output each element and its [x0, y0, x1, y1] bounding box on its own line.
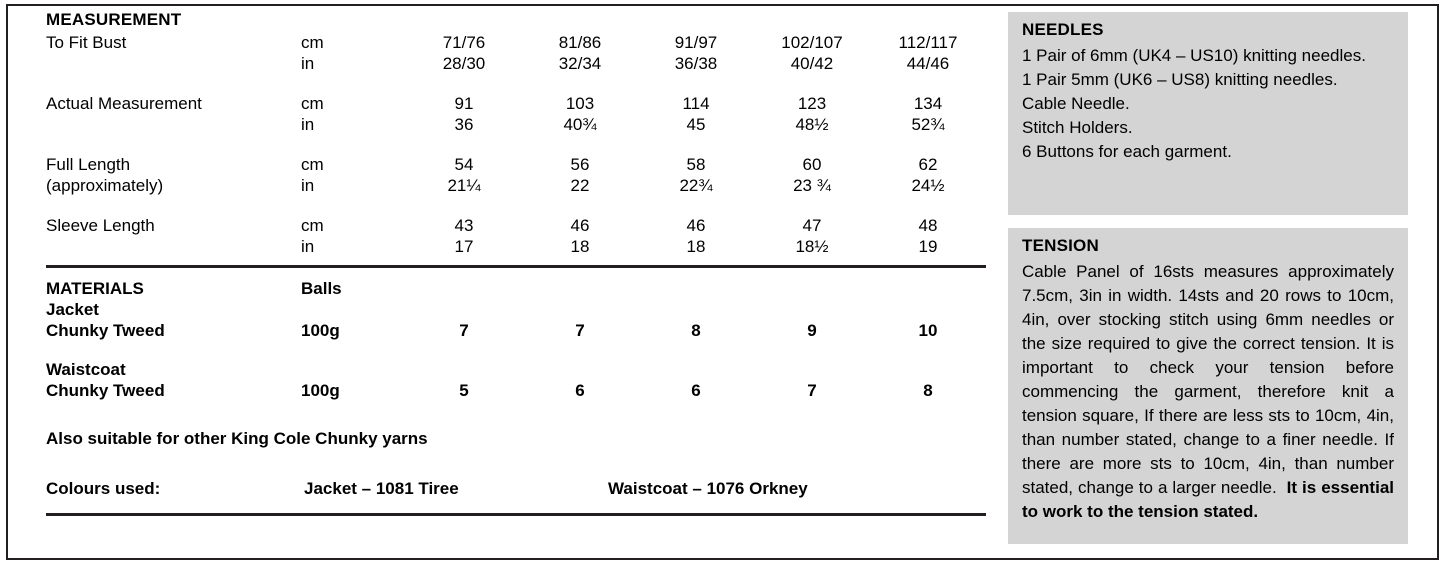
cell-size-2: 22 [570, 176, 590, 195]
tension-emphasis: It is essential to work to the tension stated. [1022, 478, 1394, 521]
row-spacer [46, 341, 986, 359]
cell-size-4: 60 [802, 155, 822, 174]
row-label-secondary [46, 114, 301, 135]
cell-size-3: 114 [682, 94, 710, 113]
table-row [46, 215, 986, 236]
cell-size-2: 6 [575, 381, 585, 400]
cell-empty [754, 278, 870, 299]
colours-used-label: Colours used: [46, 479, 161, 498]
garment-waistcoat-label: Waistcoat [46, 360, 126, 379]
cell-empty [638, 299, 754, 320]
row-unit-cm: cm [301, 94, 324, 113]
row-unit-cm: cm [301, 216, 324, 235]
cell-size-5: 62 [918, 155, 938, 174]
cell-size-3: 18 [686, 237, 706, 256]
needles-line-1: 1 Pair of 6mm (UK4 – US10) knitting needles. [1022, 46, 1366, 65]
cell-empty [870, 299, 986, 320]
needles-title: NEEDLES [1022, 20, 1104, 39]
cell-size-2: 40¾ [563, 115, 597, 134]
tension-title: TENSION [1022, 236, 1099, 255]
table-row [46, 93, 986, 114]
table-row [46, 53, 986, 74]
cell-size-4: 40/42 [790, 54, 834, 73]
cell-empty [522, 299, 638, 320]
cell-empty [406, 359, 522, 380]
row-unit-cm: cm [301, 155, 324, 174]
table-row [46, 236, 986, 257]
bottom-divider [46, 513, 986, 516]
cell-size-3: 6 [691, 381, 701, 400]
cell-empty [406, 278, 522, 299]
cell-size-3: 91/97 [674, 33, 718, 52]
cell-size-1: 71/76 [442, 33, 486, 52]
cell-size-5: 48 [918, 216, 938, 235]
cell-size-4: 102/107 [781, 33, 843, 52]
table-row [46, 175, 986, 196]
table-row [46, 380, 986, 401]
cell-size-5: 52¾ [911, 115, 945, 134]
garment-jacket-label: Jacket [46, 300, 99, 319]
measurement-and-materials-section [46, 10, 986, 516]
colours-used-row [46, 479, 986, 503]
cell-size-5: 112/117 [898, 33, 958, 52]
cell-size-4: 9 [807, 321, 817, 340]
section-divider [46, 265, 986, 268]
cell-size-3: 46 [686, 216, 706, 235]
row-label-secondary: (approximately) [46, 176, 164, 195]
cell-empty [522, 359, 638, 380]
tension-text: Cable Panel of 16sts measures approximately 7.5cm, 3in in width. 14sts and 20 rows to 10cm, 4in, over stocking stitch using 6mm needles or the size required to give the correct tension. It is important to check your tension before commencing the garment, therefore knit a tension square, If there are less sts to 10cm, 4in, than number stated, change to a finer needle. If there are more sts to 10cm, 4in, than number stated, change to a larger needle. [1022, 262, 1394, 497]
row-label: To Fit Bust [46, 33, 127, 52]
row-spacer [46, 135, 986, 154]
row-label-secondary [46, 53, 301, 74]
cell-size-1: 17 [454, 237, 474, 256]
table-row [46, 278, 986, 299]
table-row [46, 320, 986, 341]
cell-size-1: 36 [454, 115, 474, 134]
cell-empty [638, 359, 754, 380]
row-unit-in: in [301, 176, 315, 195]
row-unit-in: in [301, 54, 315, 73]
row-unit-cm: cm [301, 33, 324, 52]
cell-size-1: 7 [459, 321, 469, 340]
cell-size-5: 134 [913, 94, 943, 113]
row-label: Sleeve Length [46, 216, 155, 235]
cell-size-5: 10 [918, 321, 938, 340]
yarn-name: Chunky Tweed [46, 381, 165, 400]
cell-size-1: 21¼ [447, 176, 481, 195]
balls-header: Balls [301, 279, 342, 298]
cell-size-3: 45 [686, 115, 706, 134]
table-row [46, 299, 986, 320]
table-row [46, 154, 986, 175]
cell-empty [301, 299, 406, 320]
cell-size-2: 103 [565, 94, 595, 113]
cell-empty [870, 278, 986, 299]
yarn-substitution-note: Also suitable for other King Cole Chunky yarns [46, 429, 428, 448]
cell-empty [638, 278, 754, 299]
cell-size-3: 36/38 [674, 54, 718, 73]
table-row [46, 114, 986, 135]
needles-panel [1008, 12, 1408, 215]
ball-weight: 100g [301, 321, 340, 340]
cell-size-2: 46 [570, 216, 590, 235]
cell-size-1: 5 [459, 381, 469, 400]
cell-size-1: 54 [454, 155, 474, 174]
cell-size-2: 18 [570, 237, 590, 256]
tension-panel [1008, 228, 1408, 544]
cell-empty [522, 278, 638, 299]
row-spacer [46, 74, 986, 93]
cell-size-3: 58 [686, 155, 706, 174]
cell-size-3: 22¾ [679, 176, 713, 195]
table-row [46, 359, 986, 380]
ball-weight: 100g [301, 381, 340, 400]
cell-size-1: 28/30 [442, 54, 486, 73]
cell-empty [301, 359, 406, 380]
measurement-title: MEASUREMENT [46, 10, 182, 29]
materials-title: MATERIALS [46, 279, 144, 298]
cell-size-2: 32/34 [558, 54, 602, 73]
cell-size-2: 81/86 [558, 33, 602, 52]
cell-size-3: 8 [691, 321, 701, 340]
cell-size-4: 123 [797, 94, 827, 113]
yarn-name: Chunky Tweed [46, 321, 165, 340]
needles-line-4: Stitch Holders. [1022, 118, 1133, 137]
cell-size-5: 19 [918, 237, 938, 256]
needles-line-5: 6 Buttons for each garment. [1022, 142, 1232, 161]
measurement-table [46, 32, 986, 257]
table-row [46, 32, 986, 53]
cell-size-4: 7 [807, 381, 817, 400]
cell-empty [754, 359, 870, 380]
cell-size-4: 23 ¾ [793, 176, 831, 195]
row-spacer [46, 196, 986, 215]
cell-size-4: 18½ [795, 237, 829, 256]
tension-body [1022, 260, 1394, 524]
cell-size-4: 47 [802, 216, 822, 235]
row-label: Full Length [46, 155, 131, 174]
row-unit-in: in [301, 237, 315, 256]
cell-size-1: 91 [454, 94, 474, 113]
needles-line-3: Cable Needle. [1022, 94, 1130, 113]
cell-empty [870, 359, 986, 380]
cell-size-2: 56 [570, 155, 590, 174]
cell-size-2: 7 [575, 321, 585, 340]
row-label: Actual Measurement [46, 94, 202, 113]
cell-empty [406, 299, 522, 320]
cell-size-5: 24½ [911, 176, 945, 195]
colour-waistcoat: Waistcoat – 1076 Orkney [608, 479, 808, 498]
cell-size-5: 8 [923, 381, 933, 400]
materials-table [46, 278, 986, 401]
colour-jacket: Jacket – 1081 Tiree [304, 479, 459, 498]
cell-size-4: 48½ [795, 115, 829, 134]
row-label-secondary [46, 236, 301, 257]
cell-size-1: 43 [454, 216, 474, 235]
cell-empty [754, 299, 870, 320]
cell-size-5: 44/46 [906, 54, 950, 73]
row-unit-in: in [301, 115, 315, 134]
needles-line-2: 1 Pair 5mm (UK6 – US8) knitting needles. [1022, 70, 1338, 89]
